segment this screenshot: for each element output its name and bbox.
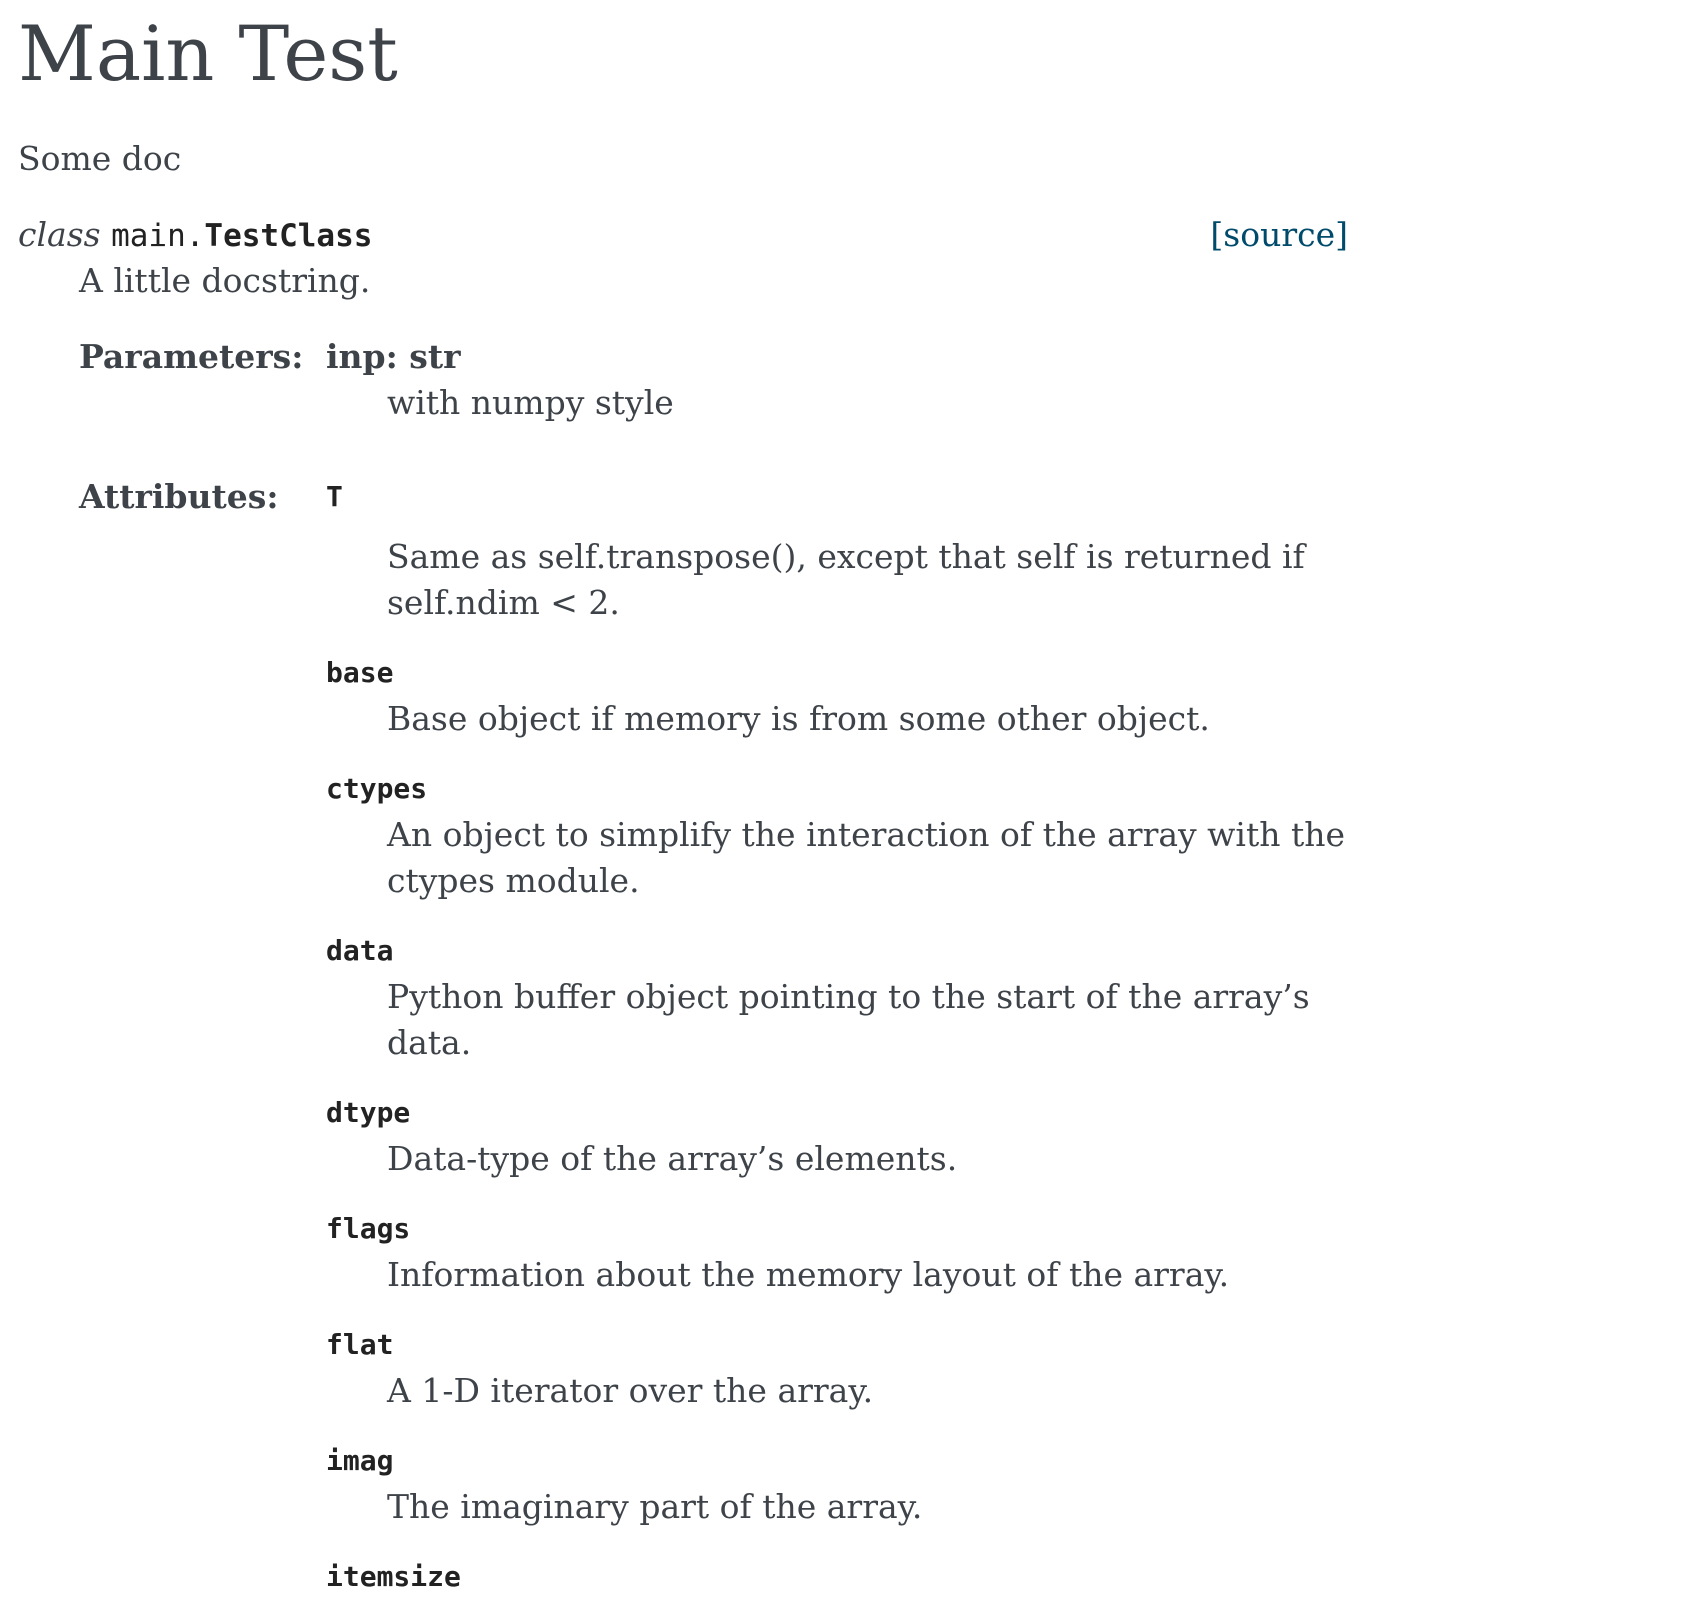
attribute-desc: Same as self.transpose(), except that self is returned if self.ndim < 2. [387,537,1305,622]
source-link[interactable]: [source] [1210,215,1348,254]
attribute-name: T [326,480,343,513]
page-intro: Some doc [18,139,182,178]
attribute-desc: The imaginary part of the array. [387,1487,923,1526]
attribute-name: flags [326,1212,411,1245]
attribute-desc: Information about the memory layout of the array. [387,1255,1230,1294]
attribute-item [326,650,1348,742]
attribute-name: base [326,656,394,689]
attribute-item [326,474,1348,626]
attribute-item [326,1206,1348,1298]
parameter-item [326,334,1348,426]
attribute-item [326,1438,1348,1530]
attribute-desc: Data-type of the array’s elements. [387,1139,958,1178]
class-keyword: class [18,215,101,254]
attribute-item [326,1090,1348,1182]
document-page [18,0,1348,1624]
class-docstring: A little docstring. [79,261,371,300]
parameter-desc: with numpy style [387,383,674,422]
parameter-name: inp: str [326,337,461,376]
parameters-label: Parameters: [79,337,304,376]
attribute-desc: An object to simplify the interaction of the array with the ctypes module. [387,815,1346,900]
attribute-name: flat [326,1328,394,1361]
class-module: main. [111,218,205,254]
attribute-name: dtype [326,1096,411,1129]
attribute-name: ctypes [326,772,428,805]
attribute-desc: Base object if memory is from some other object. [387,699,1210,738]
attribute-name: imag [326,1444,394,1477]
attribute-item [326,1322,1348,1414]
class-signature [18,212,1348,258]
attribute-desc: Python buffer object pointing to the start of the array’s data. [387,977,1310,1062]
attribute-item [326,928,1348,1066]
attributes-body [326,474,1348,1624]
parameters-body [326,334,1348,450]
attribute-item [326,766,1348,904]
attribute-name: data [326,934,394,967]
attribute-item [326,1554,1348,1600]
class-body [79,258,1348,1624]
page-title: Main Test [18,9,398,98]
attribute-name: itemsize [326,1560,461,1593]
field-list [79,334,1348,1624]
class-name: TestClass [204,218,373,254]
attributes-label: Attributes: [79,477,279,516]
attribute-desc: A 1-D iterator over the array. [387,1371,874,1410]
